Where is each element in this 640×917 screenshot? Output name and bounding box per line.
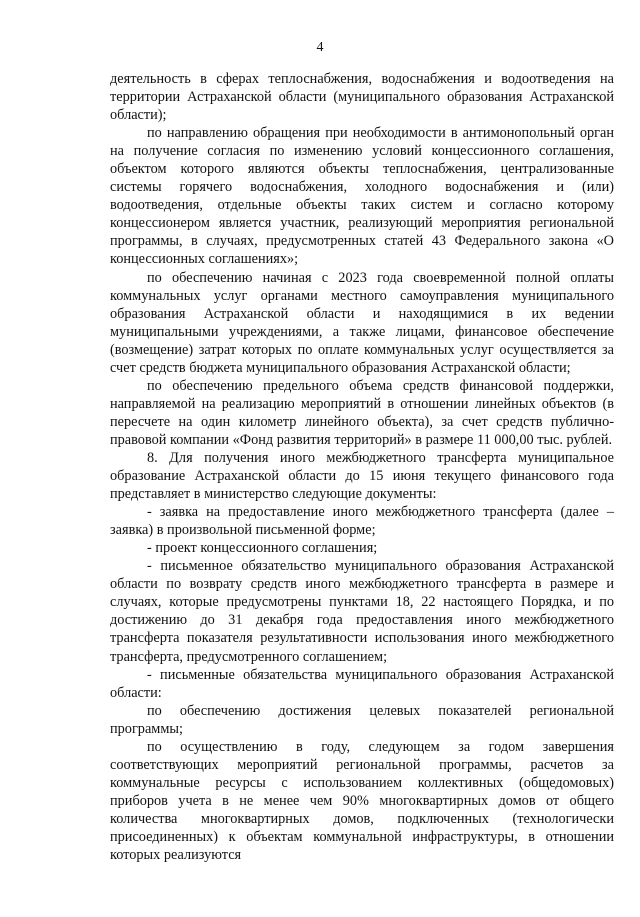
paragraph: по направлению обращения при необходимости в антимонопольный орган на получение согласия по изменению условий концессионного соглашения, объектом которого являются объекты теплоснабжения, централизованные системы горячего водоснабжения, холодного водоснабжения и (или) водоотведения, отдельные объекты таких систем и согласно которому концессионером является участник, реализующий мероприятия региональной программы, в случаях, предусмотренных статей 43 Федерального закона «О концессионных соглашениях»; [110, 125, 614, 268]
document-body [110, 70, 614, 864]
paragraph: по осуществлению в году, следующем за годом завершения соответствующих мероприятий региональной программы, расчетов за коммунальные ресурсы с использованием коллективных (общедомовых) приборов учета в не менее чем 90% многоквартирных домов от общего количества многоквартирных домов, подключенных (технологически присоединенных) к объектам коммунальной инфраструктуры, в отношении которых реализуются [110, 738, 614, 864]
paragraph: 8. Для получения иного межбюджетного трансферта муниципальное образование Астраханской области до 15 июня текущего финансового года представляет в министерство следующие документы: [110, 449, 614, 503]
list-item: - письменное обязательство муниципального образования Астраханской области по возврату средств иного межбюджетного трансферта в размере и случаях, которые предусмотрены пунктами 18, 22 настоящего Порядка, и по достижению до 31 декабря года предоставления иного межбюджетного трансферта показателя результативности использования иного межбюджетного трансферта, предусмотренного соглашением; [110, 558, 614, 665]
list-item: - проект концессионного соглашения; [147, 540, 378, 557]
paragraph: по обеспечению начиная с 2023 года своевременной полной оплаты коммунальных услуг органами местного самоуправления муниципального образования Астраханской области и находящимися в их ведении муниципальными учреждениями, а также лицами, финансовое обеспечение (возмещение) затрат которых по оплате коммунальных услуг осуществляется за счет средств бюджета муниципального образования Астраханской области; [110, 269, 614, 376]
paragraph: по обеспечению достижения целевых показателей региональной программы; [110, 702, 614, 737]
list-item: - заявка на предоставление иного межбюджетного трансферта (далее – заявка) в произвольной письменной форме; [110, 504, 614, 539]
paragraph: деятельность в сферах теплоснабжения, водоснабжения и водоотведения на территории Астраханской области (муниципального образования Астраханской области); [110, 71, 614, 124]
page-number: 4 [316, 40, 324, 55]
paragraph: по обеспечению предельного объема средств финансовой поддержки, направляемой на реализацию мероприятий в отношении линейных объектов (в пересчете на один километр линейного объекта), за счет средств публично-правовой компании «Фонд развития территорий» в размере 11 000,00 тыс. рублей. [110, 377, 614, 448]
list-item: - письменные обязательства муниципального образования Астраханской области: [110, 666, 614, 701]
